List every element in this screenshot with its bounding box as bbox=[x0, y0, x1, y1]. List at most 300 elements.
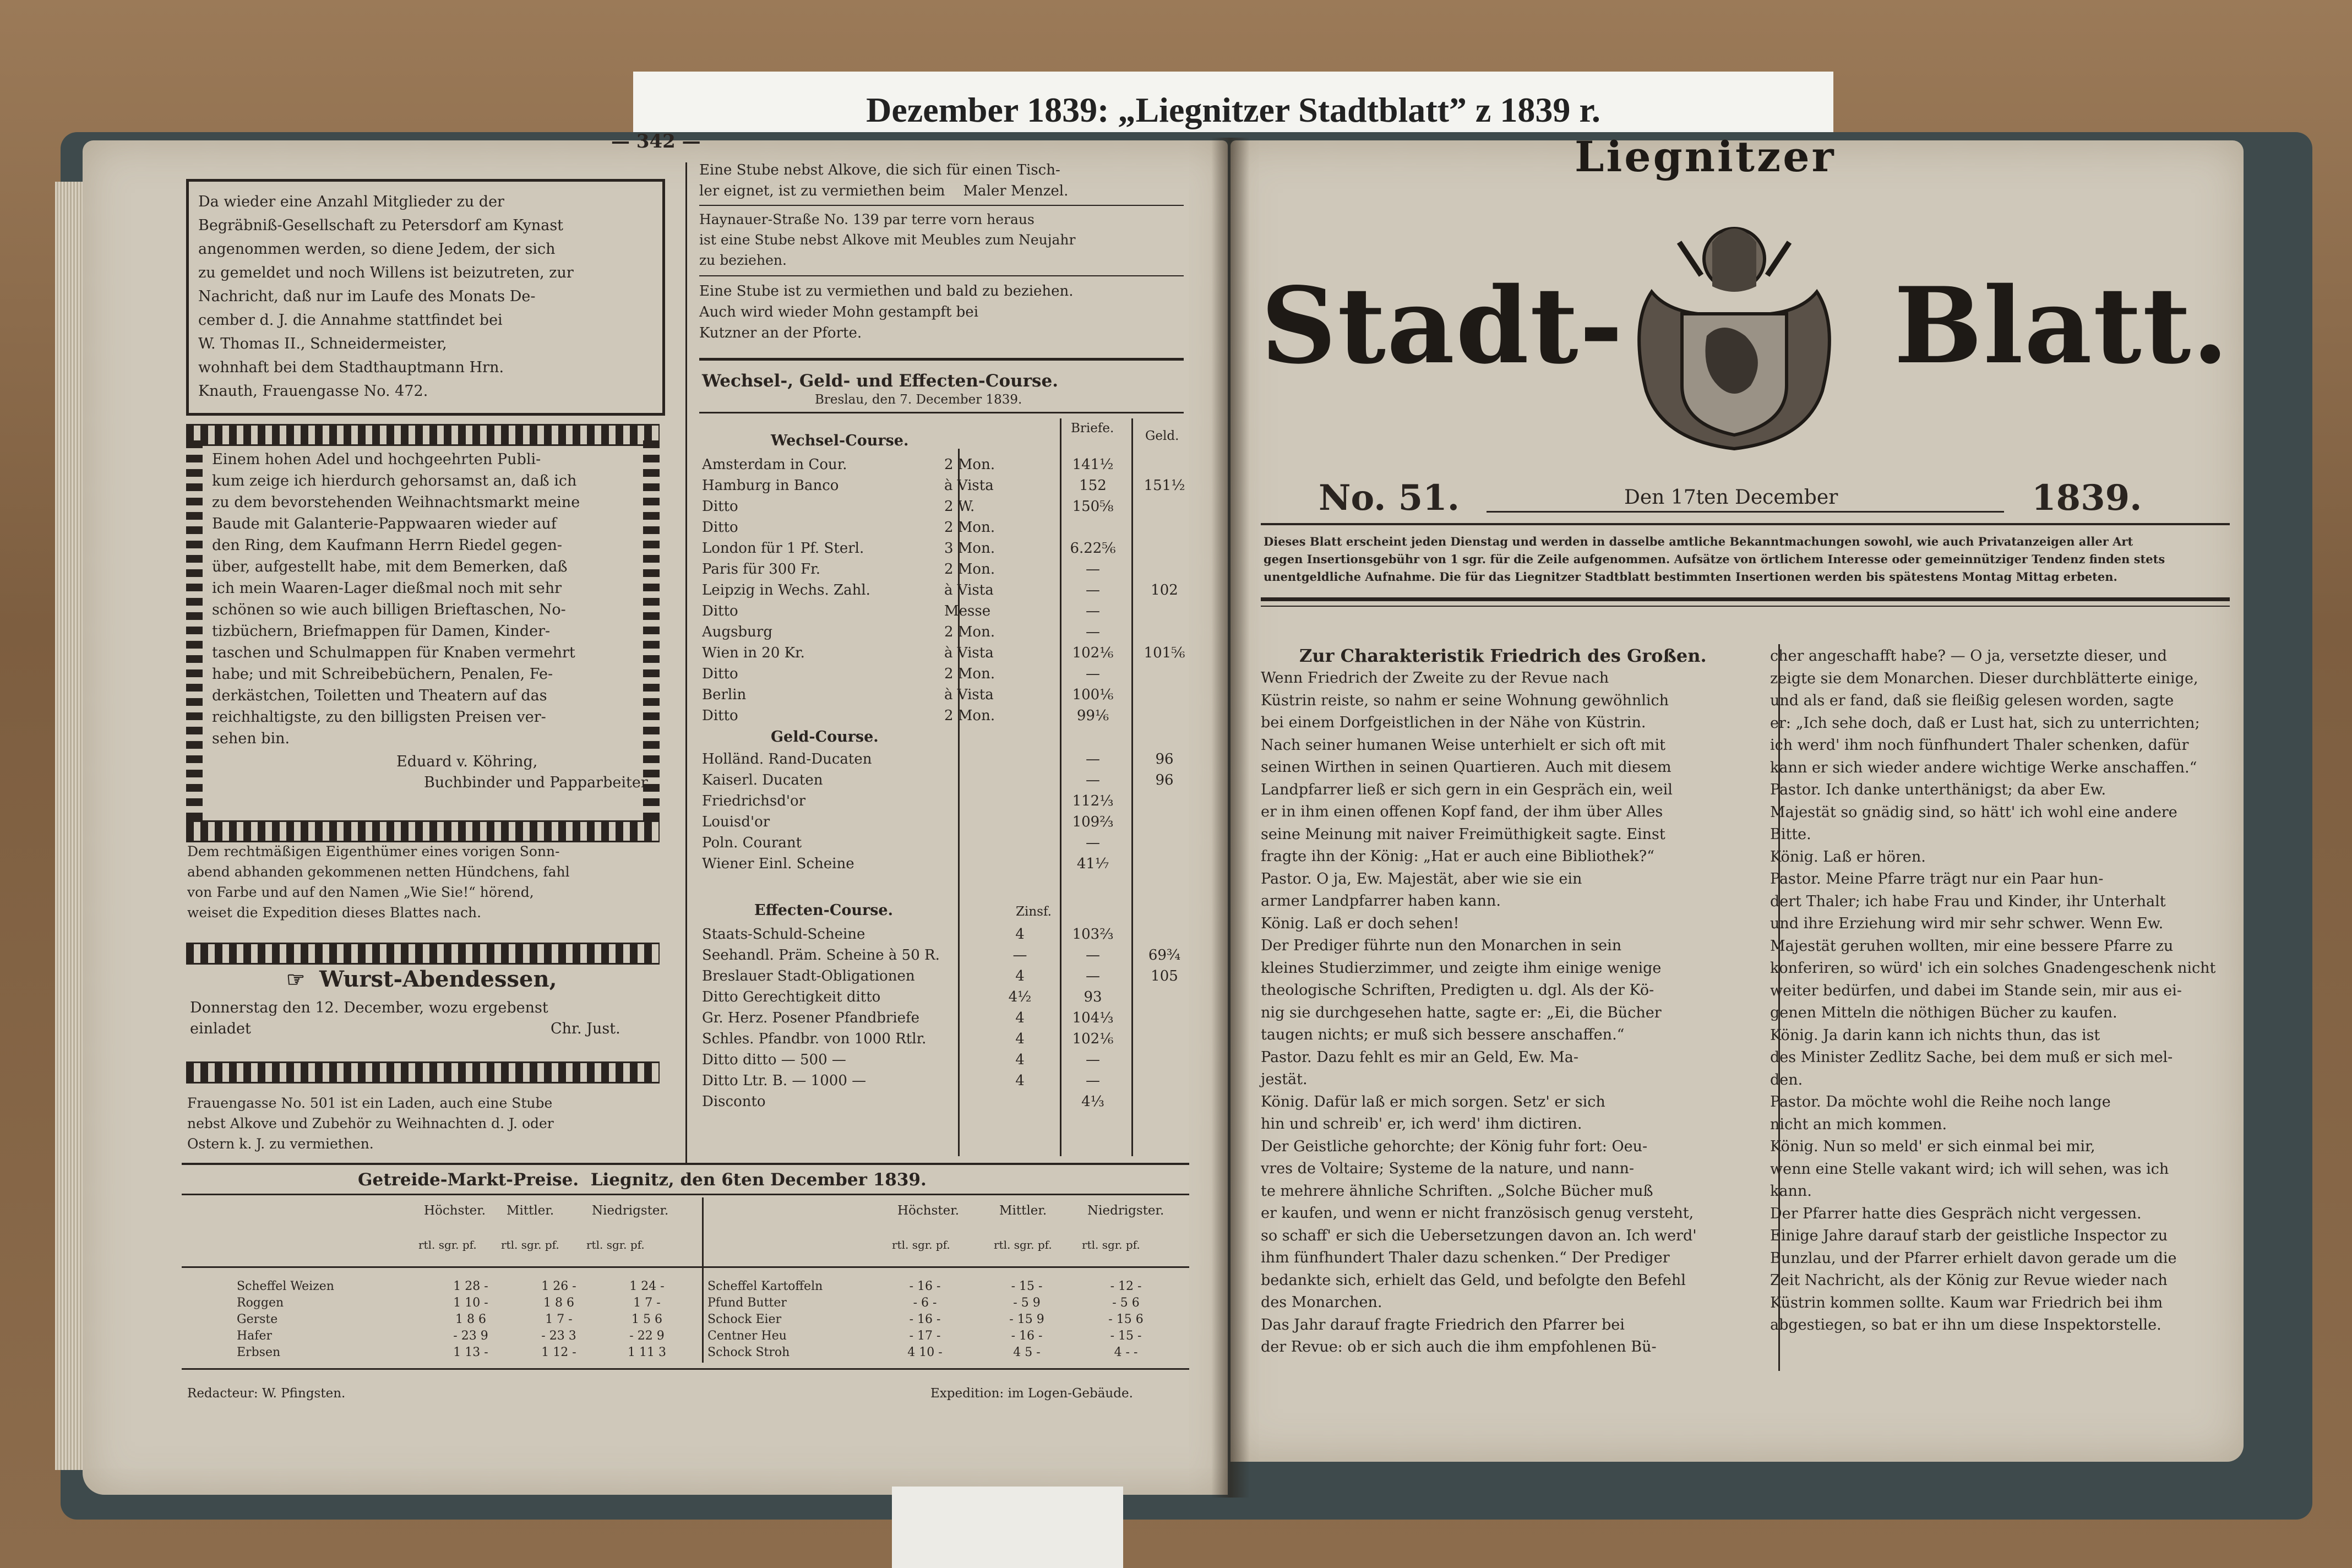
table-cell bbox=[1043, 517, 1142, 538]
rule bbox=[1261, 523, 2230, 525]
text-line: Eine Stube nebst Alkove, die sich für einen Tisch- bbox=[699, 162, 1060, 178]
text-line: Küstrin kommen sollte. Kaum war Friedrich bei ihm bbox=[1770, 1294, 2163, 1311]
text-line: von Farbe und auf den Namen „Wie Sie!“ hörend, bbox=[187, 884, 534, 900]
text-line: Pastor. Ich danke unterthänigst; da aber Ew. bbox=[1770, 781, 2106, 798]
text-line: nicht an mich kommen. bbox=[1770, 1115, 1947, 1133]
text-line: cember d. J. die Annahme stattfindet bei bbox=[198, 312, 503, 329]
table-cell bbox=[1142, 454, 1186, 475]
text-line: Bitte. bbox=[1770, 826, 1811, 843]
table-cell: Scheffel Kartoffeln bbox=[707, 1280, 823, 1293]
text-line: König. Ja darin kann ich nichts thun, das ist bbox=[1770, 1026, 2100, 1044]
table-cell: 4 bbox=[1015, 968, 1025, 984]
table-cell: Ditto Gerechtigkeit ditto bbox=[702, 989, 881, 1005]
text-line: Pastor. Meine Pfarre trägt nur ein Paar hun- bbox=[1770, 870, 2104, 888]
table-row bbox=[702, 580, 1186, 601]
table-cell: Erbsen bbox=[237, 1346, 281, 1359]
table-cell: - 5 9 bbox=[1013, 1296, 1041, 1310]
table-cell bbox=[1142, 853, 1186, 874]
getreide-unit: rtl. sgr. pf. bbox=[586, 1238, 645, 1251]
table-cell: - 15 - bbox=[1110, 1329, 1142, 1343]
text-line: ich werd' ihm noch fünfhundert Thaler schenken, dafür bbox=[1770, 737, 2189, 754]
expedition: Expedition: im Logen-Gebäude. bbox=[930, 1386, 1133, 1401]
getreide-col-head: Niedrigster. bbox=[592, 1204, 669, 1218]
masthead-left: Stadt- bbox=[1261, 264, 1624, 387]
table-cell: 4½ bbox=[1008, 989, 1032, 1005]
text-line: zu gemeldet und noch Willens ist beizutreten, zur bbox=[198, 264, 574, 281]
rule bbox=[1487, 511, 2004, 513]
text-line: der Revue: ob er sich auch die ihm empfohlenen Bü- bbox=[1261, 1338, 1657, 1355]
text-line: Der Prediger führte nun den Monarchen in sein bbox=[1261, 937, 1622, 954]
text-line: er: „Ich sehe doch, daß er Lust hat, sich zu unterrichten; bbox=[1770, 714, 2200, 732]
text-line: Auch wird wieder Mohn gestampft bei bbox=[699, 304, 979, 320]
table-cell: Wiener Einl. Scheine bbox=[702, 856, 854, 872]
text-line: seine Meinung mit naiver Freimüthigkeit sagte. Einst bbox=[1261, 825, 1665, 843]
text-line: te mehrere ähnliche Schriften. „Solche Bücher muß bbox=[1261, 1182, 1653, 1200]
table-row bbox=[702, 538, 1186, 559]
table-cell: Leipzig in Wechs. Zahl. bbox=[702, 582, 870, 598]
page-number: — 342 — bbox=[611, 130, 701, 153]
table-cell bbox=[1142, 684, 1186, 705]
table-cell: 2 Mon. bbox=[944, 666, 995, 682]
text-line: jestät. bbox=[1261, 1071, 1308, 1088]
table-cell bbox=[997, 1091, 1043, 1112]
text-line: bei einem Dorfgeistlichen in der Nähe von Küstrin. bbox=[1261, 714, 1646, 731]
text-line: Da wieder eine Anzahl Mitglieder zu der bbox=[198, 193, 504, 210]
table-cell: Roggen bbox=[237, 1296, 284, 1310]
table-cell: 96 bbox=[1155, 751, 1174, 767]
getreide-unit: rtl. sgr. pf. bbox=[418, 1238, 477, 1251]
table-cell: 69¾ bbox=[1148, 947, 1181, 963]
text-line: Das Jahr darauf fragte Friedrich den Pfarrer bei bbox=[1261, 1316, 1625, 1333]
koehring-sign-2: Buchbinder und Papparbeiter. bbox=[424, 774, 651, 791]
text-line: armer Landpfarrer haben kann. bbox=[1261, 892, 1501, 910]
getreide-right-table bbox=[707, 1278, 1192, 1361]
table-cell: 4 10 - bbox=[907, 1346, 943, 1359]
table-row bbox=[707, 1344, 1192, 1361]
table-cell: à Vista bbox=[944, 477, 994, 494]
text-line: Küstrin reiste, so nahm er seine Wohnung gewöhnlich bbox=[1261, 692, 1669, 709]
table-cell: Holländ. Rand-Ducaten bbox=[702, 751, 872, 767]
table-cell: — bbox=[1086, 947, 1100, 963]
text-line: Begräbniß-Gesellschaft zu Petersdorf am Kynast bbox=[198, 217, 564, 234]
text-line: kleines Studierzimmer, und zeigte ihm einige wenige bbox=[1261, 959, 1662, 977]
text-line: Einem hohen Adel und hochgeehrten Publi- bbox=[212, 451, 541, 468]
table-cell: 102 bbox=[1151, 582, 1178, 598]
table-cell: 105 bbox=[1151, 968, 1178, 984]
table-cell: - 15 9 bbox=[1009, 1313, 1044, 1326]
text-line: Dem rechtmäßigen Eigenthümer eines vorigen Sonn- bbox=[187, 843, 560, 859]
table-row bbox=[702, 853, 1186, 874]
table-cell: 1 7 - bbox=[545, 1313, 573, 1326]
table-cell: Ditto bbox=[702, 498, 738, 515]
getreide-left-table bbox=[237, 1278, 705, 1361]
table-cell: Ditto bbox=[702, 666, 738, 682]
text-line: er in ihm einen offenen Kopf fand, der ihm über Alles bbox=[1261, 803, 1663, 820]
table-cell: Staats-Schuld-Scheine bbox=[702, 926, 865, 943]
table-cell bbox=[1142, 791, 1186, 812]
table-cell: 103⅔ bbox=[1072, 926, 1114, 943]
table-cell: 3 Mon. bbox=[944, 540, 995, 557]
table-cell: Gerste bbox=[237, 1313, 278, 1326]
table-cell: - 23 9 bbox=[453, 1329, 488, 1343]
text-line: Majestät geruhen wollten, mir eine bessere Pfarre zu bbox=[1770, 937, 2174, 955]
text-line: Pastor. Da möchte wohl die Reihe noch lange bbox=[1770, 1093, 2111, 1110]
text-line: König. Dafür laß er mich sorgen. Setz' er sich bbox=[1261, 1093, 1605, 1110]
table-row bbox=[702, 1008, 1186, 1028]
text-line: Wenn Friedrich der Zweite zu der Revue nach bbox=[1261, 669, 1609, 687]
text-line: Pastor. Dazu fehlt es mir an Geld, Ew. Ma- bbox=[1261, 1048, 1578, 1066]
rule bbox=[699, 275, 1184, 276]
text-line: König. Laß er doch sehen! bbox=[1261, 914, 1460, 932]
text-line: weiset die Expedition dieses Blattes nach. bbox=[187, 905, 482, 921]
text-line: cher angeschafft habe? — O ja, versetzte dieser, und bbox=[1770, 647, 2167, 665]
table-cell: 1 8 6 bbox=[455, 1313, 486, 1326]
text-line: sehen bin. bbox=[212, 730, 290, 747]
text-line: des Minister Zedlitz Sache, bei dem muß er sich mel- bbox=[1770, 1049, 2173, 1066]
redacteur: Redacteur: W. Pfingsten. bbox=[187, 1386, 346, 1401]
table-cell: — bbox=[1086, 1052, 1100, 1068]
text-line: so schaff' er sich die Uebersetzungen davon an. Ich werd' bbox=[1261, 1227, 1697, 1244]
table-cell: - 5 6 bbox=[1112, 1296, 1140, 1310]
getreide-col-head: Mittler. bbox=[507, 1204, 554, 1218]
text-line: kann. bbox=[1770, 1183, 1812, 1200]
table-cell: Louisd'or bbox=[702, 814, 770, 830]
table-cell: Ditto bbox=[702, 519, 738, 536]
table-cell: 1 26 - bbox=[541, 1280, 576, 1293]
table-cell: - 6 - bbox=[913, 1296, 937, 1310]
table-cell bbox=[1142, 663, 1186, 684]
table-cell: 1 24 - bbox=[629, 1280, 665, 1293]
table-row bbox=[237, 1328, 705, 1344]
table-row bbox=[702, 966, 1186, 987]
rule bbox=[182, 1266, 1189, 1268]
table-cell: — bbox=[1086, 1072, 1100, 1089]
table-cell: Hamburg in Banco bbox=[702, 477, 839, 494]
table-cell: 1 10 - bbox=[453, 1296, 488, 1310]
text-line: abend abhanden gekommenen netten Hündchens, fahl bbox=[187, 864, 570, 880]
wechsel-table bbox=[702, 454, 1186, 726]
issue-year: 1839. bbox=[2032, 477, 2142, 519]
text-line: Der Geistliche gehorchte; der König fuhr fort: Oeu- bbox=[1261, 1137, 1648, 1155]
table-cell: 102⅙ bbox=[1072, 1031, 1114, 1047]
table-cell: Paris für 300 Fr. bbox=[702, 561, 821, 578]
article-title: Zur Charakteristik Friedrich des Großen. bbox=[1299, 645, 1707, 666]
getreide-title: Getreide-Markt-Preise. Liegnitz, den 6ten December 1839. bbox=[358, 1170, 927, 1190]
table-cell: à Vista bbox=[944, 687, 994, 703]
text-line: Landpfarrer ließ er sich gern in ein Gespräch ein, weil bbox=[1261, 781, 1673, 798]
course-subtitle: Breslau, den 7. December 1839. bbox=[815, 393, 1022, 407]
table-cell: Pfund Butter bbox=[707, 1296, 787, 1310]
table-cell: 102⅙ bbox=[1072, 645, 1114, 661]
bookmark-paper bbox=[892, 1487, 1123, 1568]
text-line: Eine Stube ist zu vermiethen und bald zu beziehen. bbox=[699, 283, 1074, 300]
effecten-table bbox=[702, 924, 1186, 1112]
table-cell: Centner Heu bbox=[707, 1329, 787, 1343]
text-line: konferiren, so würd' ich ein solches Gnadengeschenk nicht bbox=[1770, 960, 2216, 977]
table-cell: Friedrichsd'or bbox=[702, 793, 806, 809]
table-cell: 151½ bbox=[1144, 477, 1185, 494]
text-line: dert Thaler; ich habe Frau und Kinder, ihr Unterhalt bbox=[1770, 892, 2166, 910]
text-line: nig sie durchgesehen hatte, sagte er: „Ei, die Bücher bbox=[1261, 1004, 1662, 1021]
ornament-border-top bbox=[186, 424, 660, 446]
text-line: derkästchen, Toiletten und Theatern auf das bbox=[212, 687, 547, 704]
table-cell: — bbox=[1086, 603, 1100, 619]
text-line: taschen und Schulmappen für Knaben vermehrt bbox=[212, 644, 575, 661]
text-line: ler eignet, ist zu vermiethen beim Maler Menzel. bbox=[699, 183, 1069, 199]
text-line: ich mein Waaren-Lager dießmal noch mit sehr bbox=[212, 580, 562, 597]
table-row bbox=[237, 1311, 705, 1328]
table-cell: Kaiserl. Ducaten bbox=[702, 772, 823, 788]
table-cell bbox=[1142, 559, 1186, 580]
table-cell: 1 7 - bbox=[633, 1296, 661, 1310]
col-geld: Geld. bbox=[1145, 429, 1179, 443]
table-cell bbox=[1142, 601, 1186, 622]
table-cell: 1 5 6 bbox=[631, 1313, 662, 1326]
table-cell: 41⅐ bbox=[1076, 856, 1109, 872]
table-cell: Schles. Pfandbr. von 1000 Rtlr. bbox=[702, 1031, 927, 1047]
text-line: abgestiegen, so bat er ihn um diese Inspektorstelle. bbox=[1770, 1316, 2162, 1333]
table-cell: 1 8 6 bbox=[543, 1296, 574, 1310]
wurst-sign: Chr. Just. bbox=[551, 1020, 620, 1037]
table-cell bbox=[1142, 1049, 1186, 1070]
table-cell bbox=[1142, 1008, 1186, 1028]
table-cell: - 16 - bbox=[909, 1313, 941, 1326]
table-cell: 2 Mon. bbox=[944, 519, 995, 536]
table-row bbox=[237, 1278, 705, 1295]
text-line: vres de Voltaire; Systeme de la nature, und nann- bbox=[1261, 1160, 1635, 1177]
getreide-unit: rtl. sgr. pf. bbox=[501, 1238, 559, 1251]
text-line: taugen nichts; er muß sich bessere anschaffen.“ bbox=[1261, 1026, 1625, 1043]
table-cell: Hafer bbox=[237, 1329, 272, 1343]
table-cell: à Vista bbox=[944, 582, 994, 598]
text-line: wenn eine Stelle vakant wird; ich will sehen, was ich bbox=[1770, 1160, 2169, 1178]
table-cell: - 15 - bbox=[1011, 1280, 1043, 1293]
text-line: W. Thomas II., Schneidermeister, bbox=[198, 335, 447, 352]
wurst-pointing-hand-icon: ☞ bbox=[286, 967, 306, 992]
table-cell: London für 1 Pf. Sterl. bbox=[702, 540, 864, 557]
course-title: Wechsel-, Geld- und Effecten-Course. bbox=[702, 371, 1058, 391]
table-cell: 2 Mon. bbox=[944, 456, 995, 473]
getreide-col-head: Niedrigster. bbox=[1087, 1204, 1164, 1218]
table-cell: Wien in 20 Kr. bbox=[702, 645, 805, 661]
table-cell: — bbox=[1086, 968, 1100, 984]
table-row bbox=[702, 770, 1186, 791]
table-cell: Schock Stroh bbox=[707, 1346, 790, 1359]
rule bbox=[182, 1163, 1189, 1165]
text-line: zeigte sie dem Monarchen. Dieser durchblätterte einige, bbox=[1770, 669, 2198, 687]
table-cell: - 23 3 bbox=[541, 1329, 576, 1343]
text-line: schönen so wie auch billigen Brieftaschen, No- bbox=[212, 601, 566, 618]
table-cell: 4 bbox=[1015, 1031, 1025, 1047]
table-row bbox=[702, 1091, 1186, 1112]
text-line: zu dem bevorstehenden Weihnachtsmarkt meine bbox=[212, 494, 580, 511]
table-cell: 1 11 3 bbox=[628, 1346, 666, 1359]
text-line: und ihre Erziehung wird mir sehr schwer. Wenn Ew. bbox=[1770, 915, 2164, 932]
table-cell bbox=[1142, 1091, 1186, 1112]
table-cell: 1 13 - bbox=[453, 1346, 488, 1359]
table-cell: Poln. Courant bbox=[702, 835, 802, 851]
table-cell bbox=[1142, 517, 1186, 538]
table-row bbox=[702, 496, 1186, 517]
table-cell: 101⅚ bbox=[1144, 645, 1185, 661]
table-row bbox=[702, 663, 1186, 684]
table-row bbox=[702, 749, 1186, 770]
table-cell: 4 bbox=[1015, 1072, 1025, 1089]
table-cell bbox=[1142, 832, 1186, 853]
text-line: Majestät so gnädig sind, so hätt' ich wohl eine andere bbox=[1770, 803, 2177, 821]
caption-label: Dezember 1839: „Liegnitzer Stadtblatt” z 1839 r. bbox=[633, 72, 1833, 149]
table-row bbox=[702, 559, 1186, 580]
text-line: angenommen werden, so diene Jedem, der sich bbox=[198, 241, 556, 258]
text-line: gegen Insertionsgebühr von 1 sgr. für die Zeile aufgenommen. Aufsätze von örtlichem Interesse oder gemeinnütziger Tendenz finden stets bbox=[1264, 552, 2165, 566]
text-line: Haynauer-Straße No. 139 par terre vorn heraus bbox=[699, 211, 1035, 227]
col-rule bbox=[702, 1197, 704, 1363]
table-cell: 112⅓ bbox=[1072, 793, 1114, 809]
getreide-col-head: Höchster. bbox=[897, 1204, 960, 1218]
section-effecten: Effecten-Course. bbox=[754, 902, 893, 919]
table-cell: 2 W. bbox=[944, 498, 975, 515]
table-row bbox=[707, 1278, 1192, 1295]
table-cell: Messe bbox=[944, 603, 991, 619]
geld-table bbox=[702, 749, 1186, 874]
table-cell: — bbox=[1086, 751, 1100, 767]
table-row bbox=[702, 1049, 1186, 1070]
table-cell bbox=[1142, 538, 1186, 559]
table-row bbox=[702, 705, 1186, 726]
wurst-border-bottom bbox=[186, 1061, 660, 1084]
text-line: Pastor. O ja, Ew. Majestät, aber wie sie ein bbox=[1261, 870, 1582, 888]
ornament-border-left bbox=[186, 440, 203, 820]
table-cell: Seehandl. Präm. Scheine à 50 R. bbox=[702, 947, 940, 963]
table-row bbox=[702, 684, 1186, 705]
text-line: des Monarchen. bbox=[1261, 1294, 1382, 1311]
getreide-unit: rtl. sgr. pf. bbox=[1082, 1238, 1140, 1251]
table-cell: — bbox=[1012, 947, 1027, 963]
table-cell: - 16 - bbox=[1011, 1329, 1043, 1343]
text-line: den. bbox=[1770, 1071, 1803, 1088]
table-cell: 4 bbox=[1015, 926, 1025, 943]
text-line: Bunzlau, und der Pfarrer erhielt davon gerade um die bbox=[1770, 1249, 2177, 1267]
table-cell bbox=[1142, 622, 1186, 643]
table-cell: - 15 6 bbox=[1108, 1313, 1144, 1326]
table-cell: — bbox=[1086, 835, 1100, 851]
table-row bbox=[702, 1028, 1186, 1049]
getreide-col-head: Mittler. bbox=[999, 1204, 1047, 1218]
text-line: unentgeldliche Aufnahme. Die für das Liegnitzer Stadtblatt bestimmten Insertionen werden bis spätestens Montag Mittag erbeten. bbox=[1264, 570, 2117, 584]
masthead-small: Liegnitzer bbox=[1575, 132, 1836, 181]
text-line: zu beziehen. bbox=[699, 252, 787, 268]
table-row bbox=[707, 1328, 1192, 1344]
table-row bbox=[702, 987, 1186, 1008]
getreide-unit: rtl. sgr. pf. bbox=[892, 1238, 950, 1251]
table-cell: 96 bbox=[1155, 772, 1174, 788]
table-cell: Scheffel Weizen bbox=[237, 1280, 334, 1293]
text-line: und als er fand, daß sie fleißig gelesen worden, sagte bbox=[1770, 692, 2174, 709]
table-cell bbox=[1142, 705, 1186, 726]
koehring-sign-1: Eduard v. Köhring, bbox=[396, 753, 538, 770]
text-line: Der Pfarrer hatte dies Gespräch nicht vergessen. bbox=[1770, 1205, 2142, 1222]
table-cell: 2 Mon. bbox=[944, 707, 995, 724]
table-cell: 150⅝ bbox=[1072, 498, 1114, 515]
table-row bbox=[702, 812, 1186, 832]
table-cell: à Vista bbox=[944, 645, 994, 661]
text-line: ist eine Stube nebst Alkove mit Meubles zum Neujahr bbox=[699, 232, 1076, 248]
table-cell: Augsburg bbox=[702, 624, 772, 640]
table-cell bbox=[1142, 812, 1186, 832]
rule bbox=[1261, 606, 2230, 607]
ornament-border-right bbox=[643, 440, 660, 820]
table-cell: 1 28 - bbox=[453, 1280, 488, 1293]
text-line: habe; und mit Schreibebüchern, Penalen, Fe- bbox=[212, 666, 553, 683]
table-cell: — bbox=[1086, 582, 1100, 598]
table-cell: 1 12 - bbox=[541, 1346, 576, 1359]
table-cell: - 17 - bbox=[909, 1329, 941, 1343]
text-line: seinen Wirthen in seinen Quartieren. Auch mit diesem bbox=[1261, 759, 1672, 776]
table-cell: Ditto bbox=[702, 603, 738, 619]
rule bbox=[1261, 597, 2230, 601]
table-cell: 99⅙ bbox=[1076, 707, 1109, 724]
table-cell: 152 bbox=[1079, 477, 1107, 494]
rule bbox=[182, 1194, 1189, 1195]
text-line: kann er sich wieder andere wichtige Werke anschaffen.“ bbox=[1770, 759, 2197, 776]
table-cell bbox=[1142, 1070, 1186, 1091]
text-line: Frauengasse No. 501 ist ein Laden, auch eine Stube bbox=[187, 1095, 553, 1111]
table-row bbox=[237, 1295, 705, 1311]
table-cell: — bbox=[1086, 772, 1100, 788]
text-line: ihm fünfhundert Thaler dazu schenken.“ Der Prediger bbox=[1261, 1249, 1670, 1266]
text-line: genen Mitteln die nöthigen Bücher zu kaufen. bbox=[1770, 1004, 2117, 1021]
text-line: nebst Alkove und Zubehör zu Weihnachten d. J. oder bbox=[187, 1115, 554, 1131]
book-gutter bbox=[1211, 138, 1250, 1498]
table-cell: 6.22⅚ bbox=[1070, 540, 1116, 557]
table-row bbox=[702, 945, 1186, 966]
text-line: über, aufgestellt habe, mit dem Bemerken, daß bbox=[212, 558, 568, 575]
table-row bbox=[237, 1344, 705, 1361]
text-line: Einige Jahre darauf starb der geistliche Inspector zu bbox=[1770, 1227, 2168, 1244]
section-geld: Geld-Course. bbox=[771, 728, 879, 745]
table-cell: Gr. Herz. Posener Pfandbriefe bbox=[702, 1010, 920, 1026]
table-cell: — bbox=[1086, 624, 1100, 640]
text-line: Kutzner an der Pforte. bbox=[699, 325, 862, 341]
rule bbox=[699, 412, 1184, 413]
text-line: Nachricht, daß nur im Laufe des Monats De- bbox=[198, 288, 536, 305]
issue-date: Den 17ten December bbox=[1624, 486, 1838, 509]
text-line: reichhaltigste, zu den billigsten Preisen ver- bbox=[212, 709, 546, 726]
table-cell: 4 - - bbox=[1114, 1346, 1138, 1359]
table-row bbox=[702, 454, 1186, 475]
text-line: theologische Schriften, Predigten u. dgl. Als der Kö- bbox=[1261, 982, 1654, 999]
table-cell bbox=[1142, 987, 1186, 1008]
ornament-border-bottom bbox=[186, 820, 660, 842]
table-cell: Berlin bbox=[702, 687, 747, 703]
text-line: tizbüchern, Briefmappen für Damen, Kinder- bbox=[212, 623, 551, 640]
wurst-line2: einladet bbox=[190, 1020, 251, 1037]
masthead-right: Blatt. bbox=[1894, 264, 2230, 387]
text-line: Zeit Nachricht, als der König zur Revue wieder nach bbox=[1770, 1272, 2168, 1289]
table-cell: 109⅔ bbox=[1072, 814, 1114, 830]
table-cell: - 16 - bbox=[909, 1280, 941, 1293]
table-row bbox=[702, 475, 1186, 496]
wurst-line1: Donnerstag den 12. December, wozu ergebenst bbox=[190, 999, 548, 1016]
text-line: kum zeige ich hierdurch gehorsamst an, daß ich bbox=[212, 472, 577, 489]
table-cell: Ditto Ltr. B. — 1000 — bbox=[702, 1072, 867, 1089]
col-briefe: Briefe. bbox=[1071, 421, 1114, 435]
getreide-header bbox=[182, 1197, 1189, 1264]
table-row bbox=[702, 622, 1186, 643]
table-cell: 93 bbox=[1084, 989, 1102, 1005]
text-line: Ostern k. J. zu vermiethen. bbox=[187, 1136, 374, 1152]
table-cell bbox=[1142, 1028, 1186, 1049]
